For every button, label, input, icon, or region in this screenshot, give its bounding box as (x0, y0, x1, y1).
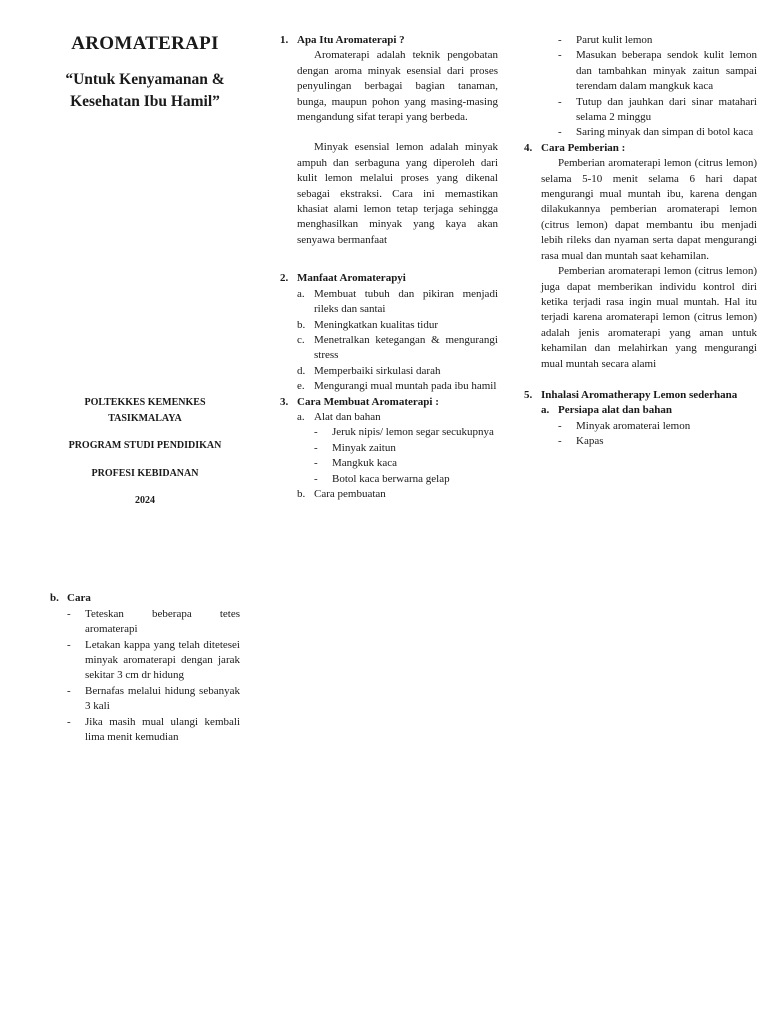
section2-heading: 2. Manfaat Aromaterapyi (280, 272, 406, 285)
list-item: - Teteskan beberapa tetes aromaterapi (67, 607, 240, 636)
list-item: - Masukan beberapa sendok kulit lemon dan tambahkan minyak zaitun sampai terendam dalam mangkuk kaca (558, 49, 757, 93)
prep-label: a. Persiapa alat dan bahan (541, 404, 672, 417)
benefit-list (280, 287, 498, 395)
profession-name: PROFESI KEBIDANAN (91, 467, 199, 479)
brochure-title: AROMATERAPI (71, 33, 219, 54)
subtitle-line-2: Kesehatan Ibu Hamil” (70, 93, 220, 111)
year: 2024 (135, 495, 155, 507)
cara-heading-text: Cara (67, 592, 91, 605)
tools-label: a. Alat dan bahan (297, 410, 381, 423)
list-item: - Mangkuk kaca (314, 457, 398, 470)
middle-column (280, 33, 498, 502)
section1-heading: 1. Apa Itu Aromaterapi ? (280, 34, 405, 46)
list-item: c. Menetralkan ketegangan & mengurangi stress (297, 333, 498, 362)
list-item: - Letakan kappa yang telah ditetesei minyak aromaterapi dengan jarak sekitar 3 cm dr hidung (67, 638, 240, 682)
list-item: - Minyak aromaterai lemon (558, 419, 691, 432)
cara-heading (50, 591, 240, 606)
list-item: - Botol kaca berwarna gelap (314, 472, 450, 485)
institution-name: POLTEKKES KEMENKES TASIKMALAYA (84, 397, 206, 424)
list-item: - Jeruk nipis/ lemon segar secukupnya (314, 426, 494, 439)
list-item: a. Membuat tubuh dan pikiran menjadi rileks dan santai (297, 287, 498, 316)
tools-list (297, 425, 498, 487)
method-list (524, 33, 757, 141)
section3-heading: 3. Cara Membuat Aromaterapi : (280, 395, 439, 408)
list-item: b. Meningkatkan kualitas tidur (297, 318, 439, 331)
list-item: - Tutup dan jauhkan dari sinar matahari selama 2 minggu (558, 95, 757, 124)
list-item: e. Mengurangi mual muntah pada ibu hamil (297, 380, 497, 393)
section4-heading: 4. Cara Pemberian : (524, 141, 626, 154)
section1-paragraph-2: Minyak esensial lemon adalah minyak ampuh dan serbaguna yang diperoleh dari kulit lemon melalui proses yang dikenal sebagai ekstraksi. Cara ini memastikan khasiat alami lemon tetap terjaga sehingga menghasilkan minyak yang kaya akan senyawa bermanfaat (297, 141, 498, 246)
right-column (524, 33, 757, 450)
list-item: - Parut kulit lemon (558, 34, 653, 46)
list-item: - Jika masih mual ulangi kembali lima menit kemudian (67, 715, 240, 744)
section4-paragraph-2: Pemberian aromaterapi lemon (citrus lemon) juga dapat memberikan individu kontrol diri ketika terjadi rasa ingin mual muntah. Hal itu terjadi karena aromaterapi lemon (citrus lemon) adalah jenis aromaterapi yang aman untuk kehamilan dan melahirkan yang mengurangi mual muntah secara alami (541, 265, 757, 370)
list-item: - Saring minyak dan simpan di botol kaca (558, 126, 754, 139)
section1-paragraph-1: Aromaterapi adalah teknik pengobatan dengan aroma minyak esensial dari proses penyulingan berbagai bagian tanaman, bunga, maupun pohon yang masing-masing mengandung sifat terapi yang berbeda. (297, 49, 498, 124)
section4-paragraph-1: Pemberian aromaterapi lemon (citrus lemon) selama 5-10 menit selama 6 hari dapat mengurangi mual muntah ibu, karena dengan dilakukannya pemberian aromaterapi lemon (citrus lemon) dapat membantu ibu menjadi lebih rileks dan nyaman serta dapat mengurangi rasa mual dan muntah saat kehamilan. (541, 157, 757, 262)
cara-list (50, 607, 240, 746)
list-item: - Bernafas melalui hidung sebanyak 3 kali (67, 684, 240, 713)
brochure-subtitle (50, 69, 240, 113)
cara-marker: b. (50, 592, 59, 605)
prep-list (541, 419, 757, 450)
subtitle-line-1: “Untuk Kenyamanan & (65, 71, 225, 89)
list-item: d. Memperbaiki sirkulasi darah (297, 364, 441, 377)
section5-heading: 5. Inhalasi Aromatherapy Lemon sederhana (524, 388, 738, 401)
method-label: b. Cara pembuatan (297, 487, 386, 500)
list-item: - Kapas (558, 435, 604, 448)
cover-column (50, 30, 240, 746)
program-name: PROGRAM STUDI PENDIDIKAN (68, 440, 222, 452)
list-item: - Minyak zaitun (314, 441, 396, 454)
